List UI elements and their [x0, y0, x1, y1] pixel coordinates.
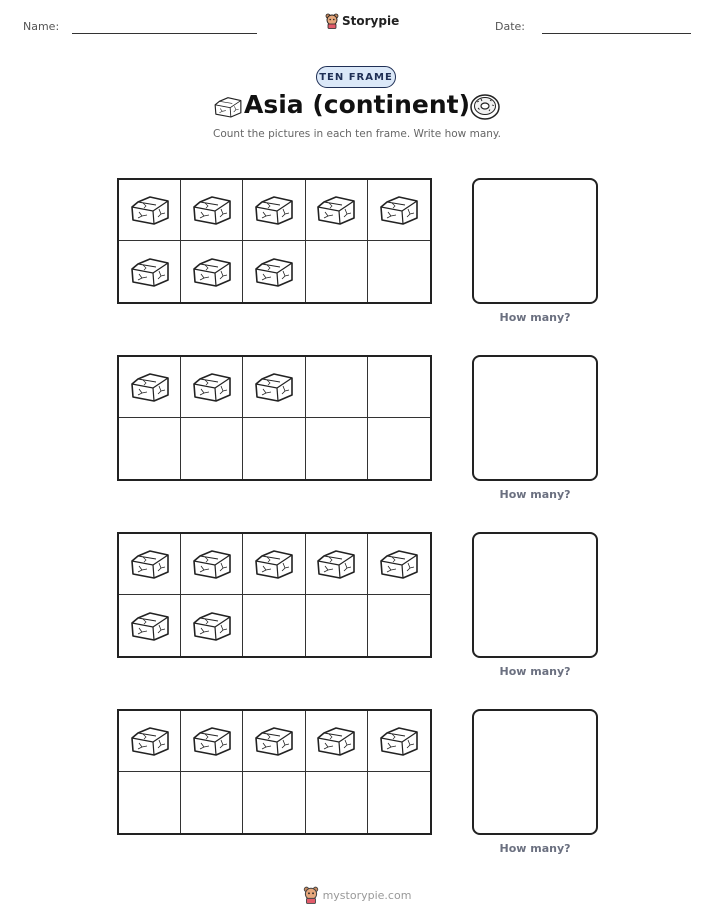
ten-frame-cell-filled: [243, 180, 305, 241]
stone-block-icon: [315, 194, 357, 226]
ten-frame-cell-empty: [306, 595, 368, 656]
ten-frame-cell-filled: [368, 534, 430, 595]
ten-frame-cell-filled: [119, 357, 181, 418]
stone-block-icon: [129, 194, 171, 226]
stone-block-icon: [315, 725, 357, 757]
date-line[interactable]: [542, 33, 691, 34]
ten-frame-cell-empty: [306, 357, 368, 418]
ten-frame-cell-empty: [368, 241, 430, 302]
ten-frame-cell-empty: [181, 418, 243, 479]
ten-frame-cell-empty: [119, 772, 181, 833]
ten-frame-cell-filled: [119, 595, 181, 656]
stone-block-icon: [253, 194, 295, 226]
name-label: Name:: [23, 20, 60, 33]
answer-box[interactable]: [472, 532, 598, 658]
stone-block-icon: [315, 548, 357, 580]
ten-frame-cell-filled: [306, 711, 368, 772]
ten-frame-cell-filled: [306, 180, 368, 241]
how-many-label: How many?: [499, 488, 571, 501]
ten-frame: [117, 355, 432, 481]
ten-frame-cell-filled: [306, 534, 368, 595]
ten-frame-cell-empty: [368, 595, 430, 656]
ten-frame-cell-filled: [368, 180, 430, 241]
ten-frame-cell-filled: [368, 711, 430, 772]
stone-block-icon: [253, 371, 295, 403]
stone-block-icon: [191, 548, 233, 580]
instructions: Count the pictures in each ten frame. Write how many.: [213, 128, 501, 140]
ten-frame-cell-filled: [243, 534, 305, 595]
stone-block-icon: [129, 256, 171, 288]
stone-block-icon: [253, 548, 295, 580]
answer-box[interactable]: [472, 355, 598, 481]
donut-icon: [469, 93, 501, 121]
footer-url: mystorypie.com: [322, 888, 412, 902]
storypie-mascot-icon: [303, 886, 319, 904]
stone-block-icon: [191, 256, 233, 288]
ten-frame-cell-filled: [181, 711, 243, 772]
how-many-label: How many?: [499, 311, 571, 324]
stone-block-icon: [191, 610, 233, 642]
ten-frame-cell-filled: [181, 180, 243, 241]
ten-frame-badge: TEN FRAME: [316, 66, 396, 88]
name-line[interactable]: [72, 33, 257, 34]
stone-block-icon: [129, 371, 171, 403]
ten-frame-cell-filled: [119, 180, 181, 241]
stone-block-icon: [129, 725, 171, 757]
answer-box[interactable]: [472, 709, 598, 835]
ten-frame-cell-filled: [119, 711, 181, 772]
ten-frame-cell-empty: [181, 772, 243, 833]
ten-frame-cell-filled: [243, 711, 305, 772]
ten-frame-cell-empty: [306, 418, 368, 479]
stone-block-icon: [191, 371, 233, 403]
ten-frame-cell-empty: [119, 418, 181, 479]
ten-frame-cell-filled: [119, 534, 181, 595]
how-many-label: How many?: [499, 665, 571, 678]
ten-frame-cell-filled: [119, 241, 181, 302]
storypie-mascot-icon: [325, 13, 339, 29]
how-many-label: How many?: [499, 842, 571, 855]
ten-frame-cell-filled: [243, 357, 305, 418]
ten-frame-cell-empty: [243, 418, 305, 479]
ten-frame-cell-empty: [243, 772, 305, 833]
stone-block-icon: [378, 194, 420, 226]
ten-frame-cell-empty: [306, 241, 368, 302]
ten-frame: [117, 709, 432, 835]
answer-box[interactable]: [472, 178, 598, 304]
stone-block-icon: [378, 725, 420, 757]
stone-block-icon: [129, 548, 171, 580]
date-label: Date:: [495, 20, 525, 33]
ten-frame-cell-empty: [306, 772, 368, 833]
ten-frame-cell-filled: [181, 357, 243, 418]
ten-frame-cell-filled: [181, 595, 243, 656]
footer: [0, 886, 714, 904]
ten-frame-cell-empty: [368, 772, 430, 833]
stone-block-icon: [378, 548, 420, 580]
ten-frame-cell-filled: [181, 534, 243, 595]
ten-frame-cell-filled: [181, 241, 243, 302]
ten-frame-cell-empty: [243, 595, 305, 656]
brand-logo: [325, 13, 399, 29]
ten-frame: [117, 532, 432, 658]
ten-frame-cell-empty: [368, 357, 430, 418]
ten-frame-cell-filled: [243, 241, 305, 302]
ten-frame: [117, 178, 432, 304]
stone-block-icon: [129, 610, 171, 642]
ten-frame-cell-empty: [368, 418, 430, 479]
stone-block-icon: [253, 256, 295, 288]
stone-block-icon: [253, 725, 295, 757]
page-title: Asia (continent): [243, 90, 471, 119]
stone-block-icon: [191, 194, 233, 226]
stone-block-icon: [191, 725, 233, 757]
brand-name: Storypie: [342, 14, 400, 28]
